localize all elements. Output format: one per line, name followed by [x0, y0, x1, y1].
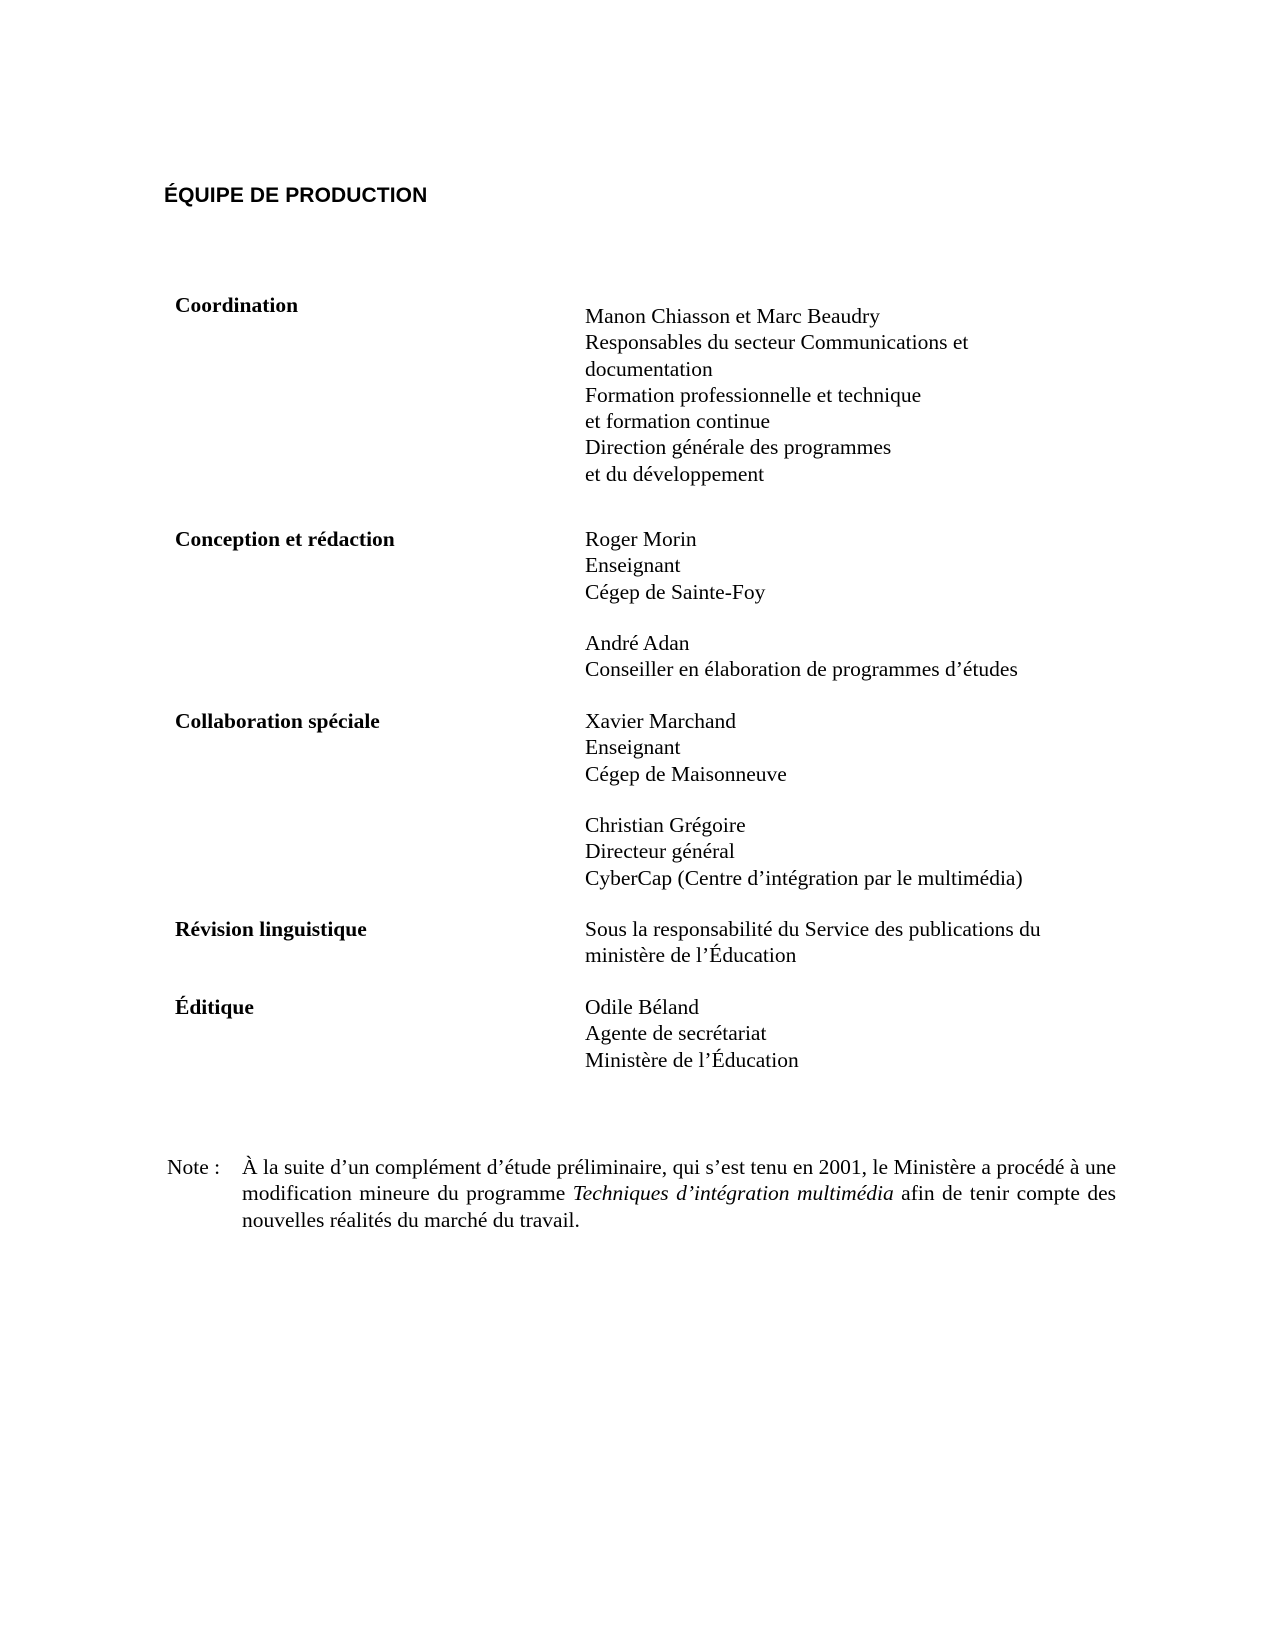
info-line: Cégep de Sainte-Foy [585, 579, 766, 604]
info-line: Xavier Marchand [585, 709, 737, 733]
info-line: Cégep de Maisonneuve [585, 761, 787, 786]
section-label-conception: Conception et rédaction [175, 527, 395, 551]
info-line: Odile Béland [585, 995, 700, 1019]
info-line: et formation continue [585, 409, 771, 434]
info-line: Ministère de l’Éducation [585, 1047, 799, 1072]
section-label-collaboration: Collaboration spéciale [175, 709, 380, 733]
info-line: et du développement [585, 461, 765, 486]
section-info-conception-person1 [585, 526, 765, 605]
info-line: Formation professionnelle et technique [585, 382, 922, 407]
info-line: Enseignant [585, 735, 681, 760]
section-info-conception-person2 [585, 630, 1018, 683]
info-line: Sous la responsabilité du Service des publications du [585, 917, 1041, 941]
note-label: Note : [167, 1155, 221, 1179]
note-text-before: À la suite d’un complément d’étude préliminaire, qui s’est tenu en 2001, le Ministère a procédé à une modification mineure du programme [242, 1155, 1116, 1206]
info-line: CyberCap (Centre d’intégration par le multimédia) [585, 865, 1023, 890]
info-line: Manon Chiasson et Marc Beaudry [585, 304, 880, 328]
info-line: André Adan [585, 631, 690, 655]
section-label-coordination: Coordination [175, 293, 299, 317]
section-info-collaboration-person2 [585, 812, 1023, 891]
info-line: Responsables du secteur Communications et [585, 330, 969, 355]
page-title: ÉQUIPE DE PRODUCTION [164, 184, 428, 207]
info-line: ministère de l’Éducation [585, 943, 797, 968]
program-name: Techniques d’intégration multimédia [572, 1181, 894, 1206]
info-line: Enseignant [585, 553, 681, 578]
info-line: Conseiller en élaboration de programmes d’études [585, 657, 1018, 682]
section-label-revision: Révision linguistique [175, 917, 367, 941]
section-info-revision [585, 916, 1041, 969]
info-line: documentation [585, 356, 713, 381]
info-line: Direction générale des programmes [585, 435, 892, 460]
section-info-collaboration-person1 [585, 708, 787, 787]
section-label-editique: Éditique [175, 995, 254, 1019]
section-info-editique [585, 994, 799, 1073]
note-text [242, 1154, 1116, 1233]
info-line: Directeur général [585, 839, 735, 864]
note-text-after: afin de tenir compte des nouvelles réalités du marché du travail. [242, 1181, 1117, 1232]
info-line: Roger Morin [585, 527, 697, 551]
info-line: Christian Grégoire [585, 813, 746, 837]
section-info-coordination [585, 303, 968, 487]
info-line: Agente de secrétariat [585, 1021, 767, 1046]
